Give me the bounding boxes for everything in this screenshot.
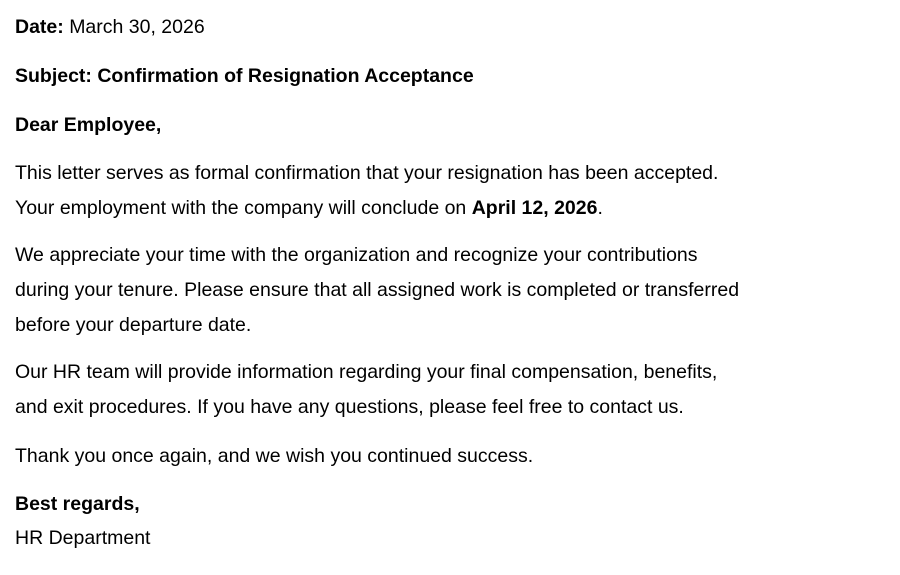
closing: Best regards, [15, 493, 140, 515]
period: . [597, 197, 603, 219]
paragraph-2-line-3: before your departure date. [15, 314, 252, 336]
paragraph-2-line-1: We appreciate your time with the organization and recognize your contributions [15, 244, 698, 266]
end-date: April 12, 2026 [471, 197, 598, 219]
paragraph-4-line-1: Thank you once again, and we wish you continued success. [15, 445, 534, 467]
subject-line: Subject: Confirmation of Resignation Acceptance [15, 65, 474, 87]
paragraph-2-line-2: during your tenure. Please ensure that all assigned work is completed or transferred [15, 279, 740, 301]
paragraph-3-line-1: Our HR team will provide information regarding your final compensation, benefits, [15, 361, 718, 383]
signature: HR Department [15, 527, 151, 549]
paragraph-1-line-1: This letter serves as formal confirmation that your resignation has been accepted. [15, 162, 719, 184]
paragraph-1-line-2 [15, 196, 603, 220]
employment-text: Your employment with the company will conclude on [15, 197, 472, 219]
salutation: Dear Employee, [15, 114, 162, 136]
date-label: Date: [15, 16, 64, 38]
date-line [15, 15, 205, 39]
paragraph-3-line-2: and exit procedures. If you have any questions, please feel free to contact us. [15, 396, 684, 418]
date-value: March 30, 2026 [69, 16, 205, 38]
